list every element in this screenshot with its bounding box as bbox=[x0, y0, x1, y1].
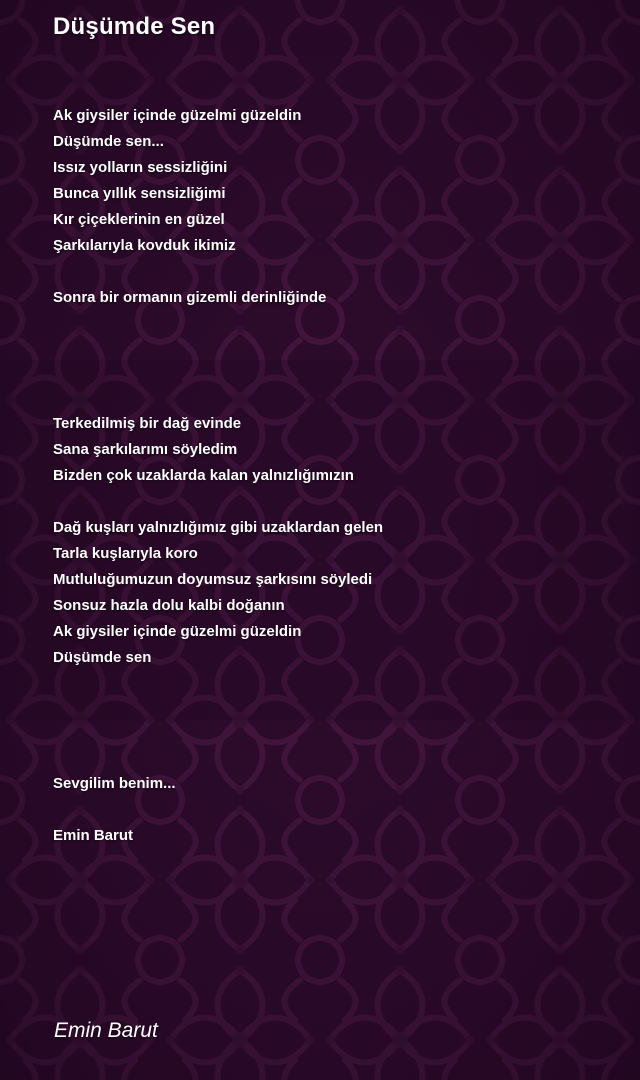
page-title: Düşümde Sen bbox=[53, 13, 216, 40]
stanza-2 bbox=[53, 285, 613, 311]
poem-line: Issız yolların sessizliğini bbox=[53, 159, 228, 176]
stanza-4 bbox=[53, 515, 613, 671]
poem-line: Ak giysiler içinde güzelmi güzeldin bbox=[53, 107, 302, 124]
poem-author-line: Emin Barut bbox=[53, 827, 134, 844]
poem-line: Dağ kuşları yalnızlığımız gibi uzaklardan gelen bbox=[53, 519, 384, 536]
poem-line: Sevgilim benim... bbox=[53, 775, 176, 792]
poem-line: Terkedilmiş bir dağ evinde bbox=[53, 415, 242, 432]
poem-line: Ak giysiler içinde güzelmi güzeldin bbox=[53, 623, 302, 640]
poem-line: Şarkılarıyla kovduk ikimiz bbox=[53, 237, 236, 254]
stanza-3 bbox=[53, 411, 613, 489]
poem-line: Bunca yıllık sensizliğimi bbox=[53, 185, 226, 202]
poem-line: Sana şarkılarımı söyledim bbox=[53, 441, 238, 458]
poem-line: Düşümde sen bbox=[53, 649, 152, 666]
poem-line: Mutluluğumuzun doyumsuz şarkısını söyledi bbox=[53, 571, 373, 588]
poem-line: Bizden çok uzaklarda kalan yalnızlığımızın bbox=[53, 467, 354, 484]
stanza-5 bbox=[53, 771, 613, 797]
poem-line: Düşümde sen... bbox=[53, 133, 164, 150]
poem-line: Tarla kuşlarıyla koro bbox=[53, 545, 198, 562]
stanza-1 bbox=[53, 103, 613, 259]
poem-line: Kır çiçeklerinin en güzel bbox=[53, 211, 225, 228]
poem-line: Sonsuz hazla dolu kalbi doğanın bbox=[53, 597, 285, 614]
stanza-6 bbox=[53, 823, 613, 849]
poem-line: Sonra bir ormanın gizemli derinliğinde bbox=[53, 289, 327, 306]
author-signature: Emin Barut bbox=[54, 1019, 158, 1042]
